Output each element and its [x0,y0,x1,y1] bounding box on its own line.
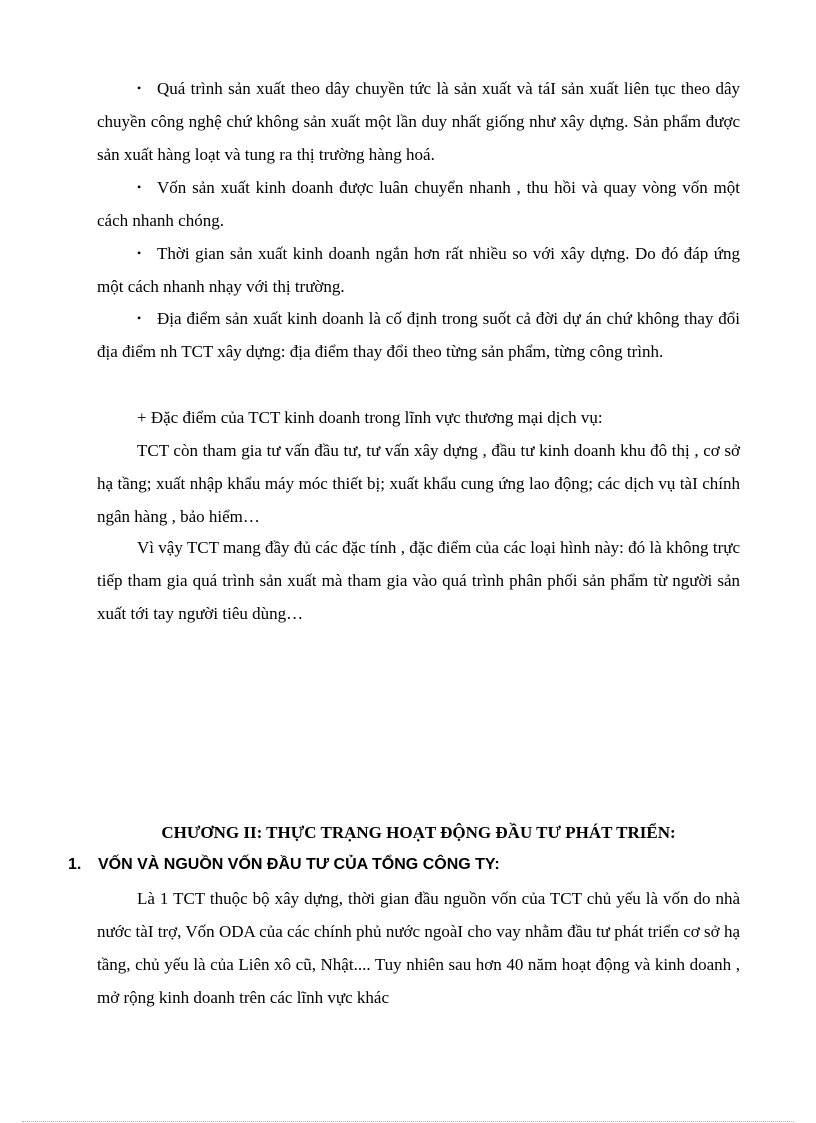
bullet-text: Thời gian sản xuất kinh doanh ngắn hơn rất nhiều so với xây dựng. Do đó đáp ứng một cách nhanh nhạy với thị trường. [97,244,740,296]
bullet-icon: • [137,246,142,260]
bullet-paragraph-location [97,302,740,368]
section-number: 1. [68,856,82,873]
bullet-paragraph-production-line [97,72,740,171]
bullet-text: Địa điểm sản xuất kinh doanh là cố định trong suốt cả đời dự án chứ không thay đổi địa điểm nh TCT xây dựng: địa điểm thay đổi theo từng sản phẩm, từng công trình. [97,309,740,361]
bullet-text: Quá trình sản xuất theo dây chuyền tức là sản xuất và táI sản xuất liên tục theo dây chuyền công nghệ chứ không sản xuất một lần duy nhất giống như xây dựng. Sản phẩm được sản xuất hàng loạt và tung ra thị trường hàng hoá. [97,79,740,164]
trade-service-heading: + Đặc điểm của TCT kinh doanh trong lĩnh vực thương mại dịch vụ: [137,408,603,427]
bullet-icon: • [137,311,142,325]
chapter-title: CHƯƠNG II: THỰC TRẠNG HOẠT ĐỘNG ĐẦU TƯ PHÁT TRIỂN: [161,823,676,842]
bullet-icon: • [137,180,142,194]
trade-service-paragraph: TCT còn tham gia tư vấn đầu tư, tư vấn xây dựng , đầu tư kinh doanh khu đô thị , cơ sở hạ tầng; xuất nhập khẩu máy móc thiết bị; xuất khẩu cung ứng lao động; các dịch vụ tàI chính ngân hàng , bảo hiểm… [97,441,740,526]
page-bottom-divider [22,1121,794,1122]
bullet-icon: • [137,81,142,95]
section-body-paragraph: Là 1 TCT thuộc bộ xây dựng, thời gian đầu nguồn vốn của TCT chủ yếu là vốn do nhà nước tàI trợ, Vốn ODA của các chính phủ nước ngoàI cho vay nhằm đầu tư phát triển cơ sở hạ tầng, chủ yếu là của Liên xô cũ, Nhật.... Tuy nhiên sau hơn 40 năm hoạt động và kinh doanh , mở rộng kinh doanh trên các lĩnh vực khác [97,889,740,1007]
bullet-paragraph-capital-turnover [97,171,740,237]
section-heading-text: VỐN VÀ NGUỒN VỐN ĐẦU TƯ CỦA TỔNG CÔNG TY: [98,856,500,873]
section-heading [68,850,500,880]
bullet-paragraph-production-time [97,237,740,303]
conclusion-paragraph: Vì vậy TCT mang đầy đủ các đặc tính , đặc điểm của các loại hình này: đó là không trực tiếp tham gia quá trình sản xuất mà tham gia vào quá trình phân phối sản phẩm từ người sản xuất tới tay người tiêu dùng… [97,538,740,623]
bullet-text: Vốn sản xuất kinh doanh được luân chuyển nhanh , thu hồi và quay vòng vốn một cách nhanh chóng. [97,178,740,230]
